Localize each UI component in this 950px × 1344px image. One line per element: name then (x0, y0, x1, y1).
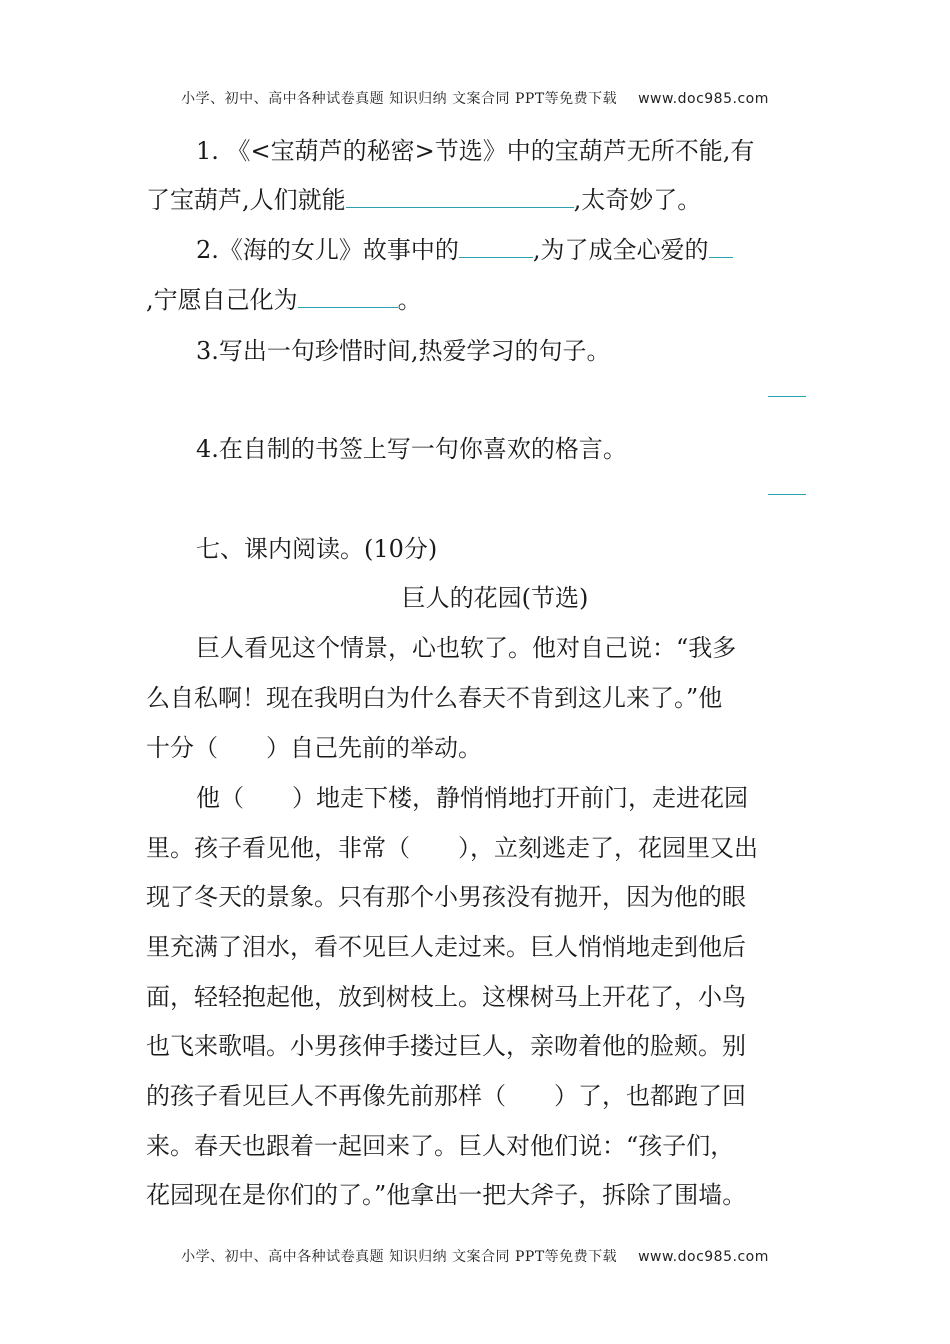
question-1-text-a: 了宝葫芦,人们就能 (146, 186, 346, 214)
passage-line: 面，轻轻抱起他，放到树枝上。这棵树马上开花了，小鸟 (146, 983, 746, 1011)
question-2-line-2 (146, 285, 422, 315)
passage-line: 十分（ ）自己先前的举动。 (146, 734, 482, 762)
passage-line: 么自私啊！现在我明白为什么春天不肯到这儿来了。”他 (146, 684, 723, 712)
question-2-blank-3[interactable] (298, 285, 398, 308)
passage-title: 巨人的花园(节选) (401, 584, 589, 612)
passage-line: 来。春天也跟着一起回来了。巨人对他们说：“孩子们， (146, 1132, 735, 1160)
header-site-link[interactable]: www.doc985.com (638, 91, 769, 107)
section-heading: 七、课内阅读。(10分) (196, 535, 438, 563)
passage-line: 里充满了泪水，看不见巨人走过来。巨人悄悄地走到他后 (146, 933, 746, 961)
question-3-answer-line[interactable] (768, 396, 806, 397)
passage-line: 也飞来歌唱。小男孩伸手搂过巨人，亲吻着他的脸颊。别 (146, 1032, 746, 1060)
question-2-blank-2[interactable] (709, 235, 733, 258)
question-4-answer-line[interactable] (768, 494, 806, 495)
question-1-line-2 (146, 185, 701, 215)
question-2-text-a: 2.《海的女儿》故事中的 (196, 236, 459, 264)
question-1-line-1: 1. 《<宝葫芦的秘密>节选》中的宝葫芦无所不能,有 (196, 137, 755, 165)
passage-line: 现了冬天的景象。只有那个小男孩没有抛开，因为他的眼 (146, 883, 746, 911)
passage-line: 他（ ）地走下楼，静悄悄地打开前门，走进花园 (196, 784, 748, 812)
question-2-blank-1[interactable] (459, 235, 533, 258)
question-2-text-d: 。 (397, 286, 422, 314)
page-footer (0, 1246, 950, 1266)
passage-line: 里。孩子看见他，非常（ ），立刻逃走了，花园里又出 (146, 834, 758, 862)
header-text: 小学、初中、高中各种试卷真题 知识归纳 文案合同 PPT等免费下载 (181, 91, 618, 107)
question-4: 4.在自制的书签上写一句你喜欢的格言。 (196, 435, 627, 463)
footer-site-link[interactable]: www.doc985.com (638, 1249, 769, 1265)
question-1-text-b: ,太奇妙了。 (573, 186, 702, 214)
question-2-line-1 (196, 235, 733, 265)
question-1-blank[interactable] (346, 185, 574, 208)
page-header (0, 88, 950, 108)
passage-line: 巨人看见这个情景，心也软了。他对自己说：“我多 (196, 634, 737, 662)
footer-text: 小学、初中、高中各种试卷真题 知识归纳 文案合同 PPT等免费下载 (181, 1249, 618, 1265)
question-2-text-b: ,为了成全心爱的 (532, 236, 709, 264)
passage-line: 花园现在是你们的了。”他拿出一把大斧子，拆除了围墙。 (146, 1181, 747, 1209)
question-3: 3.写出一句珍惜时间,热爱学习的句子。 (196, 337, 611, 365)
question-2-text-c: ,宁愿自己化为 (146, 286, 298, 314)
passage-line: 的孩子看见巨人不再像先前那样（ ）了，也都跑了回 (146, 1082, 746, 1110)
